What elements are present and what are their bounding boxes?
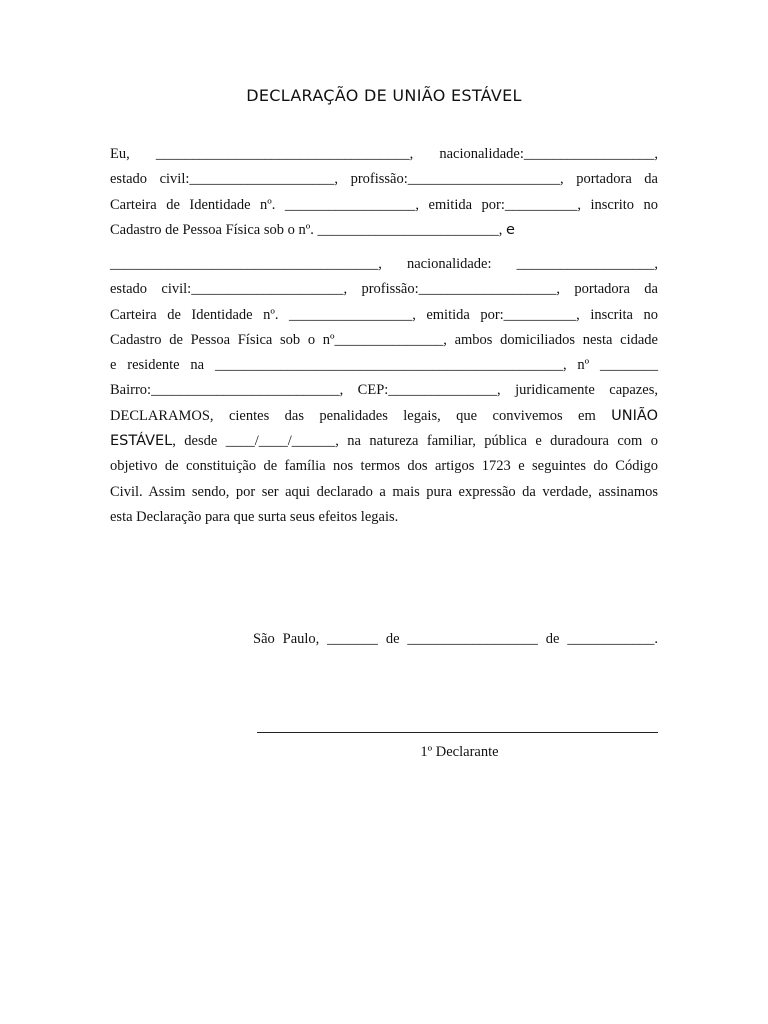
- paragraph-line: Eu, ___________________________________, nacionalidade:__________________,: [110, 146, 658, 162]
- paragraph-line: estado civil:_____________________, profissão:___________________, portadora da: [110, 281, 658, 298]
- paragraph-line: Carteira de Identidade nº. _________________, emitida por:__________, inscrita no: [110, 306, 658, 323]
- paragraph-line: Carteira de Identidade nº. __________________, emitida por:__________, inscrito no: [110, 196, 658, 213]
- paragraph-line: [110, 429, 658, 454]
- declaration-text: , desde ____/____/______, na natureza familiar, pública e duradoura com o: [172, 433, 658, 450]
- document-title: DECLARAÇÃO DE UNIÃO ESTÁVEL: [246, 86, 522, 105]
- paragraph-line: esta Declaração para que surta seus efeitos legais.: [110, 508, 399, 525]
- place-date-line: São Paulo, _______ de __________________ de ____________.: [253, 631, 658, 647]
- declaration-text: DECLARAMOS, cientes das penalidades legais, que convivemos em: [110, 407, 596, 424]
- first-declarant-paragraph: [110, 142, 658, 243]
- second-declarant-paragraph: [110, 252, 658, 530]
- paragraph-line: Civil. Assim sendo, por ser aqui declarado a mais pura expressão da verdade, assinamos: [110, 483, 658, 500]
- paragraph-line: _____________________________________, nacionalidade: ___________________,: [110, 256, 658, 272]
- signature-label: 1º Declarante: [420, 744, 499, 760]
- paragraph-line: estado civil:____________________, profissão:_____________________, portadora da: [110, 171, 658, 188]
- paragraph-line: Cadastro de Pessoa Física sob o nº_______________, ambos domiciliados nesta cidade: [110, 331, 658, 348]
- conjunction-text: e: [505, 221, 515, 238]
- signature-line: [257, 732, 658, 733]
- declaration-term: UNIÃO: [611, 407, 658, 424]
- declaration-term: ESTÁVEL: [110, 433, 173, 450]
- paragraph-line: objetivo de constituição de família nos termos dos artigos 1723 e seguintes do Código: [110, 458, 658, 475]
- paragraph-text: Cadastro de Pessoa Física sob o nº. _________________________,: [110, 221, 503, 238]
- paragraph-line: [110, 404, 658, 429]
- paragraph-line: [110, 218, 658, 243]
- paragraph-line: Bairro:__________________________, CEP:_______________, juridicamente capazes,: [110, 382, 658, 399]
- paragraph-line: e residente na ________________________________________________, nº ________: [110, 357, 658, 374]
